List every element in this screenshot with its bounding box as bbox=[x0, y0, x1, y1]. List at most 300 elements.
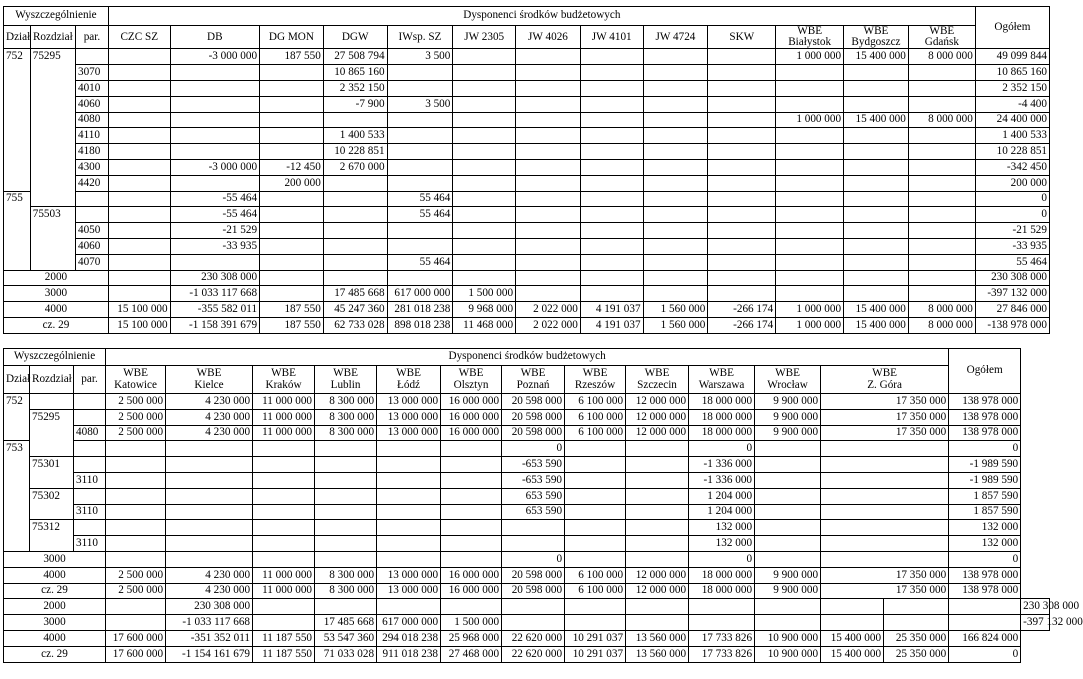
cell-dzial: 752 bbox=[4, 49, 31, 65]
header-dysponent-line: Poznań bbox=[516, 378, 550, 391]
cell-value: 17 350 000 bbox=[821, 583, 949, 599]
cell-value: 15 400 000 bbox=[821, 646, 884, 662]
cell-value: 20 598 000 bbox=[502, 567, 565, 583]
header-dysponent-line: WBE bbox=[520, 367, 546, 380]
cell-value bbox=[708, 207, 776, 223]
cell-value bbox=[377, 472, 441, 488]
cell-value bbox=[626, 441, 689, 457]
cell-value bbox=[170, 65, 259, 81]
table-row bbox=[4, 96, 1050, 112]
cell-value: 3 500 bbox=[387, 96, 453, 112]
cell-value: -266 174 bbox=[708, 302, 776, 318]
cell-value: 2 500 000 bbox=[106, 567, 166, 583]
cell-value bbox=[776, 81, 844, 97]
cell-value bbox=[776, 207, 844, 223]
cell-value bbox=[502, 536, 565, 552]
cell-ogolem: -397 132 000 bbox=[975, 286, 1049, 302]
cell-value: -1 033 117 668 bbox=[170, 286, 259, 302]
cell-dzial bbox=[4, 504, 30, 520]
cell-value bbox=[106, 551, 166, 567]
cell-value: 6 100 000 bbox=[565, 567, 626, 583]
cell-value bbox=[643, 128, 708, 144]
cell-value: 25 350 000 bbox=[884, 646, 949, 662]
cell-value: 11 000 000 bbox=[253, 394, 315, 410]
cell-value: 8 000 000 bbox=[908, 112, 975, 128]
table-row bbox=[4, 394, 1050, 410]
cell-value bbox=[949, 599, 1021, 615]
cell-value: 12 000 000 bbox=[626, 583, 689, 599]
cell-value: 1 500 000 bbox=[441, 615, 502, 631]
cell-value bbox=[776, 286, 844, 302]
cell-ogolem: 0 bbox=[949, 551, 1021, 567]
cell-value: 11 468 000 bbox=[453, 317, 516, 333]
cell-value bbox=[377, 457, 441, 473]
cell-dzial bbox=[4, 81, 31, 97]
cell-value bbox=[643, 65, 708, 81]
table-row bbox=[4, 144, 1050, 160]
cell-value bbox=[108, 207, 170, 223]
cell-dzial bbox=[4, 238, 31, 254]
cell-value bbox=[908, 270, 975, 286]
cell-value bbox=[453, 81, 516, 97]
cell-value bbox=[884, 615, 949, 631]
cell-value: 53 547 360 bbox=[315, 630, 377, 646]
cell-value bbox=[502, 520, 565, 536]
cell-rozdzial bbox=[30, 254, 75, 270]
cell-value: 1 000 000 bbox=[776, 112, 844, 128]
header-dysponent-line: WBE bbox=[797, 25, 823, 37]
cell-value bbox=[643, 254, 708, 270]
cell-value bbox=[776, 144, 844, 160]
cell-par: 4080 bbox=[75, 112, 108, 128]
cell-value: 10 291 037 bbox=[565, 630, 626, 646]
cell-value bbox=[260, 144, 324, 160]
header-dysponent-line: WBE bbox=[709, 367, 734, 380]
cell-value bbox=[949, 615, 1021, 631]
cell-value bbox=[626, 520, 689, 536]
cell-value bbox=[315, 504, 377, 520]
cell-value bbox=[565, 472, 626, 488]
cell-value: 230 308 000 bbox=[170, 270, 259, 286]
cell-value bbox=[755, 520, 821, 536]
cell-value bbox=[643, 159, 708, 175]
cell-value: -21 529 bbox=[170, 223, 259, 239]
cell-value bbox=[441, 472, 502, 488]
cell-value bbox=[260, 207, 324, 223]
cell-value bbox=[387, 128, 453, 144]
cell-value bbox=[315, 599, 377, 615]
cell-value bbox=[708, 65, 776, 81]
cell-ogolem: -397 132 000 bbox=[1021, 615, 1050, 631]
header-dysponent: DGW bbox=[323, 26, 387, 49]
cell-ogolem: 138 978 000 bbox=[949, 583, 1021, 599]
cell-value bbox=[106, 504, 166, 520]
cell-value bbox=[844, 254, 909, 270]
cell-value bbox=[260, 81, 324, 97]
cell-value: 55 464 bbox=[387, 207, 453, 223]
cell-value: 12 000 000 bbox=[626, 394, 689, 410]
cell-value bbox=[453, 238, 516, 254]
cell-value bbox=[106, 472, 166, 488]
cell-value: 8 000 000 bbox=[908, 317, 975, 333]
cell-value bbox=[643, 270, 708, 286]
cell-value bbox=[580, 223, 643, 239]
cell-value: -1 336 000 bbox=[689, 457, 755, 473]
cell-value bbox=[106, 599, 166, 615]
cell-value bbox=[323, 238, 387, 254]
cell-ogolem: 10 865 160 bbox=[975, 65, 1049, 81]
cell-value bbox=[516, 81, 581, 97]
cell-value: 6 100 000 bbox=[565, 583, 626, 599]
cell-value: 55 464 bbox=[387, 254, 453, 270]
summary-row bbox=[4, 567, 1050, 583]
table-row bbox=[4, 175, 1050, 191]
cell-value bbox=[323, 112, 387, 128]
cell-value: 11 187 550 bbox=[253, 646, 315, 662]
cell-value bbox=[708, 128, 776, 144]
cell-dzial bbox=[4, 65, 31, 81]
cell-value: 45 247 360 bbox=[323, 302, 387, 318]
cell-value: 16 000 000 bbox=[441, 567, 502, 583]
header-dysponent-line: Gdańsk bbox=[924, 36, 959, 49]
cell-value bbox=[453, 144, 516, 160]
cell-value bbox=[708, 49, 776, 65]
cell-dzial bbox=[4, 488, 30, 504]
cell-value bbox=[260, 238, 324, 254]
cell-value bbox=[315, 488, 377, 504]
cell-value: -3 000 000 bbox=[170, 159, 259, 175]
summary-label: cz. 29 bbox=[4, 583, 106, 599]
cell-value: 898 018 238 bbox=[387, 317, 453, 333]
table-row bbox=[4, 536, 1050, 552]
cell-value bbox=[643, 238, 708, 254]
cell-value bbox=[441, 441, 502, 457]
cell-par bbox=[74, 520, 106, 536]
cell-dzial bbox=[4, 254, 31, 270]
header-dysponent-line: Rzeszów bbox=[574, 378, 616, 391]
cell-value bbox=[106, 457, 166, 473]
header-dysponent-line: Łódź bbox=[397, 378, 421, 391]
cell-value bbox=[387, 112, 453, 128]
cell-value: 16 000 000 bbox=[441, 394, 502, 410]
cell-value bbox=[580, 191, 643, 207]
cell-dzial bbox=[4, 144, 31, 160]
cell-value: -1 154 161 679 bbox=[166, 646, 253, 662]
cell-value: 2 352 150 bbox=[323, 81, 387, 97]
cell-value bbox=[166, 536, 253, 552]
cell-value: 13 000 000 bbox=[377, 425, 441, 441]
cell-value: 18 000 000 bbox=[689, 425, 755, 441]
cell-value bbox=[253, 520, 315, 536]
cell-value: 2 500 000 bbox=[106, 583, 166, 599]
cell-value bbox=[108, 191, 170, 207]
cell-value bbox=[453, 223, 516, 239]
cell-value: 1 400 533 bbox=[323, 128, 387, 144]
cell-value: 187 550 bbox=[260, 302, 324, 318]
cell-value bbox=[755, 457, 821, 473]
cell-value: 132 000 bbox=[689, 520, 755, 536]
cell-value bbox=[776, 270, 844, 286]
cell-value bbox=[755, 472, 821, 488]
header-dysponent-line: WBE bbox=[872, 367, 898, 380]
cell-ogolem: -33 935 bbox=[975, 238, 1049, 254]
cell-value bbox=[643, 144, 708, 160]
cell-value bbox=[565, 615, 626, 631]
cell-value bbox=[260, 270, 324, 286]
cell-value bbox=[377, 520, 441, 536]
cell-value bbox=[908, 191, 975, 207]
header-dysponent: JW 4724 bbox=[643, 26, 708, 49]
cell-value: 22 620 000 bbox=[502, 630, 565, 646]
cell-dzial bbox=[4, 175, 31, 191]
cell-value bbox=[315, 457, 377, 473]
cell-ogolem: 200 000 bbox=[975, 175, 1049, 191]
cell-value bbox=[315, 441, 377, 457]
cell-rozdzial: 75295 bbox=[30, 409, 74, 425]
header-dysponent-line: WBE bbox=[196, 367, 222, 380]
cell-value bbox=[516, 191, 581, 207]
cell-value: 294 018 238 bbox=[377, 630, 441, 646]
cell-value: 11 000 000 bbox=[253, 409, 315, 425]
cell-value bbox=[755, 551, 821, 567]
cell-ogolem: 132 000 bbox=[949, 536, 1021, 552]
cell-value bbox=[260, 112, 324, 128]
cell-value bbox=[844, 238, 909, 254]
cell-value bbox=[453, 96, 516, 112]
header-dysponent-line: WBE bbox=[863, 25, 889, 37]
grand-total-row bbox=[4, 599, 1050, 615]
cell-rozdzial bbox=[30, 128, 75, 144]
cell-ogolem: 230 308 000 bbox=[975, 270, 1049, 286]
header-rozdzial: Rozdział bbox=[30, 366, 74, 394]
cell-value bbox=[106, 488, 166, 504]
cell-value bbox=[776, 65, 844, 81]
cell-value bbox=[315, 520, 377, 536]
cell-value bbox=[453, 191, 516, 207]
cell-value: 20 598 000 bbox=[502, 394, 565, 410]
cell-value bbox=[516, 223, 581, 239]
grand-total-row bbox=[4, 646, 1050, 662]
cell-value bbox=[253, 599, 315, 615]
cell-value bbox=[844, 286, 909, 302]
cell-value bbox=[643, 49, 708, 65]
cell-value bbox=[844, 191, 909, 207]
cell-ogolem: 0 bbox=[949, 441, 1021, 457]
cell-value bbox=[260, 96, 324, 112]
cell-value bbox=[387, 144, 453, 160]
cell-ogolem: -4 400 bbox=[975, 96, 1049, 112]
cell-par: 4080 bbox=[74, 425, 106, 441]
cell-rozdzial: 75295 bbox=[30, 49, 75, 65]
cell-value bbox=[580, 81, 643, 97]
cell-value bbox=[516, 144, 581, 160]
cell-value bbox=[821, 488, 949, 504]
cell-value bbox=[884, 599, 949, 615]
header-dysponent bbox=[253, 366, 315, 394]
cell-ogolem: 166 824 000 bbox=[949, 630, 1021, 646]
cell-value bbox=[108, 112, 170, 128]
cell-rozdzial bbox=[30, 441, 74, 457]
cell-dzial bbox=[4, 472, 30, 488]
cell-value bbox=[908, 238, 975, 254]
cell-value: 9 900 000 bbox=[755, 567, 821, 583]
cell-value: 1 204 000 bbox=[689, 488, 755, 504]
table-row bbox=[4, 49, 1050, 65]
summary-label: 2000 bbox=[4, 599, 106, 615]
cell-value: 187 550 bbox=[260, 49, 324, 65]
cell-value bbox=[108, 65, 170, 81]
cell-value: 27 508 794 bbox=[323, 49, 387, 65]
cell-value: 71 033 028 bbox=[315, 646, 377, 662]
cell-value bbox=[253, 536, 315, 552]
cell-value: 2 022 000 bbox=[516, 317, 581, 333]
cell-value: 10 900 000 bbox=[755, 646, 821, 662]
cell-ogolem: 132 000 bbox=[949, 520, 1021, 536]
cell-value bbox=[377, 441, 441, 457]
cell-rozdzial bbox=[30, 425, 74, 441]
cell-value bbox=[108, 144, 170, 160]
cell-value: -266 174 bbox=[708, 317, 776, 333]
cell-rozdzial bbox=[30, 504, 74, 520]
cell-dzial bbox=[4, 128, 31, 144]
cell-ogolem: 1 857 590 bbox=[949, 504, 1021, 520]
cell-value: 653 590 bbox=[502, 504, 565, 520]
cell-value bbox=[580, 96, 643, 112]
cell-par bbox=[75, 207, 108, 223]
cell-par: 4060 bbox=[75, 238, 108, 254]
cell-value bbox=[821, 472, 949, 488]
cell-value: 6 100 000 bbox=[565, 425, 626, 441]
cell-value bbox=[844, 270, 909, 286]
cell-value bbox=[708, 286, 776, 302]
cell-value bbox=[908, 96, 975, 112]
cell-value bbox=[689, 599, 755, 615]
cell-value: 10 900 000 bbox=[755, 630, 821, 646]
table-row bbox=[4, 425, 1050, 441]
cell-value: -653 590 bbox=[502, 457, 565, 473]
cell-par bbox=[75, 49, 108, 65]
cell-value: 8 300 000 bbox=[315, 583, 377, 599]
cell-value: -351 352 011 bbox=[166, 630, 253, 646]
header-dysponent-line: WBE bbox=[644, 367, 670, 380]
cell-par bbox=[74, 441, 106, 457]
cell-value: 18 000 000 bbox=[689, 583, 755, 599]
table-row bbox=[4, 254, 1050, 270]
summary-label: 4000 bbox=[4, 630, 106, 646]
cell-value: 4 230 000 bbox=[166, 425, 253, 441]
header-wyszczegolnienie: Wyszczególnienie bbox=[4, 7, 109, 26]
cell-value bbox=[108, 286, 170, 302]
cell-par: 3110 bbox=[74, 504, 106, 520]
cell-value bbox=[776, 96, 844, 112]
cell-value: 230 308 000 bbox=[166, 599, 253, 615]
cell-value bbox=[643, 207, 708, 223]
cell-value bbox=[453, 128, 516, 144]
cell-value: 10 865 160 bbox=[323, 65, 387, 81]
table-row bbox=[4, 457, 1050, 473]
table-row bbox=[4, 409, 1050, 425]
cell-value bbox=[166, 488, 253, 504]
cell-par: 4010 bbox=[75, 81, 108, 97]
cell-ogolem: 27 846 000 bbox=[975, 302, 1049, 318]
header-dysponent bbox=[502, 366, 565, 394]
cell-rozdzial: 75312 bbox=[30, 520, 74, 536]
cell-value bbox=[516, 159, 581, 175]
table-row bbox=[4, 504, 1050, 520]
header-dysponent-line: Kielce bbox=[194, 378, 224, 391]
cell-value bbox=[108, 270, 170, 286]
cell-value bbox=[323, 254, 387, 270]
cell-value bbox=[377, 488, 441, 504]
cell-value bbox=[908, 254, 975, 270]
cell-value: 4 230 000 bbox=[166, 567, 253, 583]
cell-value: 0 bbox=[502, 551, 565, 567]
cell-value bbox=[377, 536, 441, 552]
header-dysponent-line: WBE bbox=[582, 367, 608, 380]
header-dysponent bbox=[844, 26, 909, 49]
cell-value: 9 900 000 bbox=[755, 394, 821, 410]
cell-value bbox=[453, 112, 516, 128]
cell-par: 4300 bbox=[75, 159, 108, 175]
cell-value: 17 485 668 bbox=[315, 615, 377, 631]
header-dysponent-line: WBE bbox=[123, 367, 148, 380]
cell-value: 15 400 000 bbox=[844, 112, 909, 128]
cell-par: 4110 bbox=[75, 128, 108, 144]
cell-value: 11 187 550 bbox=[253, 630, 315, 646]
cell-value bbox=[908, 286, 975, 302]
summary-label: 3000 bbox=[4, 551, 106, 567]
cell-value: 16 000 000 bbox=[441, 409, 502, 425]
cell-rozdzial bbox=[30, 65, 75, 81]
cell-value bbox=[516, 65, 581, 81]
cell-value: 911 018 238 bbox=[377, 646, 441, 662]
cell-value bbox=[377, 551, 441, 567]
header-par: par. bbox=[74, 366, 106, 394]
cell-ogolem: 138 978 000 bbox=[949, 409, 1021, 425]
cell-dzial bbox=[4, 425, 30, 441]
cell-value: 13 560 000 bbox=[626, 646, 689, 662]
cell-value: 653 590 bbox=[502, 488, 565, 504]
cell-value: 17 350 000 bbox=[821, 567, 949, 583]
cell-par bbox=[74, 394, 106, 410]
cell-value: 11 000 000 bbox=[253, 583, 315, 599]
cell-rozdzial bbox=[30, 159, 75, 175]
cell-value bbox=[908, 65, 975, 81]
cell-value bbox=[166, 504, 253, 520]
cell-value bbox=[323, 191, 387, 207]
cell-value bbox=[643, 81, 708, 97]
cell-value bbox=[516, 49, 581, 65]
cell-dzial bbox=[4, 112, 31, 128]
cell-rozdzial bbox=[30, 394, 74, 410]
cell-value bbox=[643, 175, 708, 191]
header-dysponent-line: Olsztyn bbox=[453, 378, 489, 391]
cell-value: -55 464 bbox=[170, 191, 259, 207]
cell-value bbox=[323, 223, 387, 239]
cell-value bbox=[108, 175, 170, 191]
cell-ogolem: -342 450 bbox=[975, 159, 1049, 175]
cell-ogolem: 24 400 000 bbox=[975, 112, 1049, 128]
cell-value: 22 620 000 bbox=[502, 646, 565, 662]
cell-value bbox=[844, 159, 909, 175]
cell-value bbox=[689, 615, 755, 631]
cell-value bbox=[908, 128, 975, 144]
cell-value: 4 230 000 bbox=[166, 394, 253, 410]
summary-label: 4000 bbox=[4, 302, 109, 318]
cell-value bbox=[106, 520, 166, 536]
cell-value: 15 100 000 bbox=[108, 317, 170, 333]
cell-par: 3110 bbox=[74, 472, 106, 488]
